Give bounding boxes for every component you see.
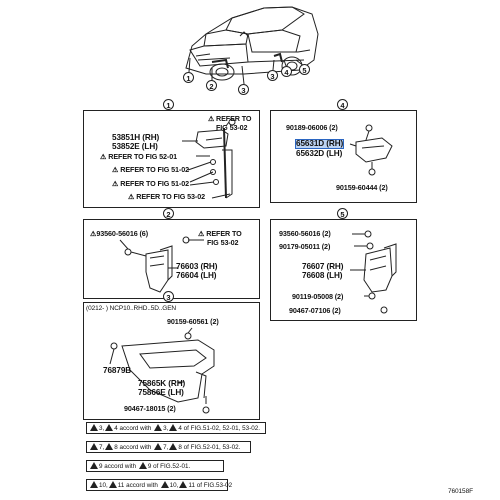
warning-icon: ⚠ xyxy=(198,229,207,238)
triangle-icon xyxy=(169,443,177,450)
part-75866E[interactable]: 75866E (LH) xyxy=(138,388,184,397)
part-75865K[interactable]: 75865K (RH) xyxy=(138,379,186,388)
part-76608[interactable]: 76608 (LH) xyxy=(302,271,343,280)
part-65632D[interactable]: 65632D (LH) xyxy=(296,149,343,158)
box1-ref-52-01[interactable]: ⚠ REFER TO FIG 52-01 xyxy=(100,152,178,161)
note-row-1: 3, 4 accord with 3, 4 of FIG.51-02, 52-01, 53-02. xyxy=(86,422,266,434)
note-row-3: 9 accord with 9 of FIG.52-01. xyxy=(86,460,224,472)
box3-header: (0212- ) NCP10..RHD..5D..GEN xyxy=(86,305,177,312)
triangle-icon xyxy=(161,481,169,488)
section-3-number: 3 xyxy=(163,291,174,302)
part-65631D-highlighted[interactable]: 65631D (RH) xyxy=(296,139,344,148)
note-row-4: 10, 11 accord with 10, 11 of FIG.53-02 xyxy=(86,479,228,491)
box5-bolt[interactable]: 90467-07106 (2) xyxy=(289,306,341,315)
triangle-icon xyxy=(139,462,147,469)
triangle-icon xyxy=(179,481,187,488)
box4-bolt[interactable]: 90159-60444 (2) xyxy=(336,183,388,192)
triangle-icon xyxy=(105,424,113,431)
part-53852E[interactable]: 53852E (LH) xyxy=(112,142,158,151)
box1-ref-51-02b[interactable]: ⚠ REFER TO FIG 51-02 xyxy=(112,179,190,188)
triangle-icon xyxy=(154,424,162,431)
triangle-icon xyxy=(90,443,98,450)
warning-icon: ⚠ xyxy=(112,165,121,174)
box5-nut[interactable]: 90119-05008 (2) xyxy=(292,292,344,301)
triangle-icon xyxy=(90,481,98,488)
section-1-number: 1 xyxy=(163,99,174,110)
part-76607[interactable]: 76607 (RH) xyxy=(302,262,344,271)
box1-ref-51-02[interactable]: ⚠ REFER TO FIG 51-02 xyxy=(112,165,190,174)
section-4-number: 4 xyxy=(337,99,348,110)
box1-refer-top: REFER TO xyxy=(216,114,252,123)
warning-icon: ⚠ xyxy=(128,192,137,201)
part-76603[interactable]: 76603 (RH) xyxy=(176,262,218,271)
note-row-2: 7, 8 accord with 7, 8 of FIG.52-01, 53-02. xyxy=(86,441,251,453)
triangle-icon xyxy=(90,462,98,469)
box1-warning-icon: ⚠ xyxy=(208,114,215,123)
triangle-icon xyxy=(109,481,117,488)
box2-fig: FIG 53-02 xyxy=(207,238,239,247)
box3-bolt[interactable]: 90467-18015 (2) xyxy=(124,404,176,413)
triangle-icon xyxy=(169,424,177,431)
section-2-number: 2 xyxy=(163,208,174,219)
section-5-number: 5 xyxy=(337,208,348,219)
box2-clip-label[interactable]: ⚠93560-56016 (6) xyxy=(90,229,148,238)
box2-refer[interactable]: ⚠ REFER TO xyxy=(198,229,242,238)
box1-fig-top: FIG 53-02 xyxy=(216,123,248,132)
warning-icon: ⚠ xyxy=(100,152,109,161)
callout-5[interactable]: 5 xyxy=(299,64,310,75)
part-76604[interactable]: 76604 (LH) xyxy=(176,271,217,280)
box3-screw[interactable]: 90159-60561 (2) xyxy=(167,317,219,326)
triangle-icon xyxy=(154,443,162,450)
part-53851H[interactable]: 53851H (RH) xyxy=(112,133,160,142)
box5-clip[interactable]: 93560-56016 (2) xyxy=(279,229,331,238)
box5-screw[interactable]: 90179-05011 (2) xyxy=(279,242,331,251)
warning-icon: ⚠ xyxy=(112,179,121,188)
box4-screw[interactable]: 90189-06006 (2) xyxy=(286,123,338,132)
part-76879B[interactable]: 76879B xyxy=(103,366,132,375)
box1-ref-53-02[interactable]: ⚠ REFER TO FIG 53-02 xyxy=(128,192,206,201)
callout-2[interactable]: 2 xyxy=(206,80,217,91)
callout-1[interactable]: 1 xyxy=(183,72,194,83)
callout-3[interactable]: 3 xyxy=(238,84,249,95)
triangle-icon xyxy=(105,443,113,450)
figure-code: 760158F xyxy=(448,488,473,495)
warning-icon: ⚠ xyxy=(90,229,97,238)
callout-4[interactable]: 4 xyxy=(281,66,292,77)
callout-3b[interactable]: 3 xyxy=(267,70,278,81)
triangle-icon xyxy=(90,424,98,431)
